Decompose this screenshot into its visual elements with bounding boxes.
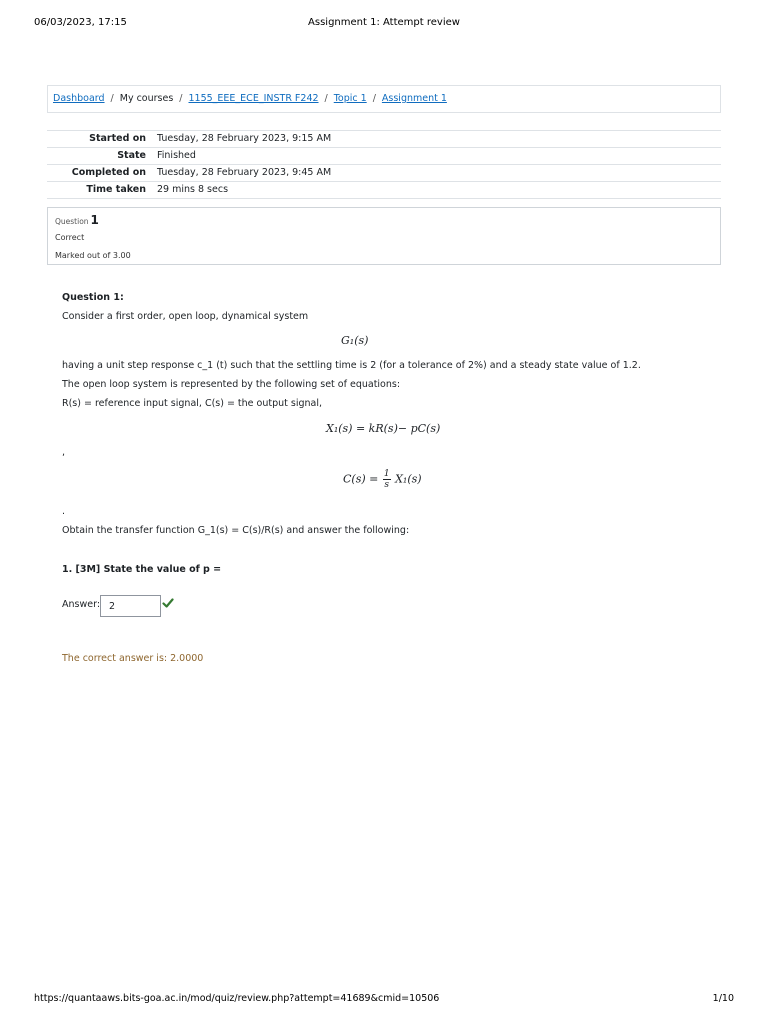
summary-value: Finished [157,150,196,161]
print-header [34,17,734,31]
print-footer [34,993,734,1007]
breadcrumb-topic[interactable]: Topic 1 [333,93,367,104]
equation-separator-comma: , [62,447,66,458]
summary-label: Completed on [71,167,146,178]
equation-c-fraction [383,469,391,490]
summary-value: 29 mins 8 secs [157,184,229,195]
breadcrumb-course[interactable]: 1155_EEE_ECE_INSTR F242 [188,93,319,104]
summary-row-completed [47,164,721,181]
question-number-value: 1 [90,213,99,227]
attempt-summary-table [47,130,721,199]
equation-x1: X₁(s) = kR(s)− pC(s) [326,422,441,435]
summary-label: Started on [89,133,146,144]
equation-c-rhs: X₁(s) [395,472,422,486]
summary-row-time-taken [47,181,721,199]
summary-label: State [117,150,146,161]
print-datetime: 06/03/2023, 17:15 [34,17,127,28]
correct-answer-feedback: The correct answer is: 2.0000 [62,653,204,664]
fraction-numerator: 1 [383,469,390,479]
print-title: Assignment 1: Attempt review [308,17,460,28]
equation-g1: G₁(s) [341,334,369,347]
question-heading: Question 1: [62,292,124,303]
question-represented: The open loop system is represented by the following set of equations: [62,379,401,390]
summary-row-state [47,147,721,164]
breadcrumb-separator: / [110,93,114,104]
equation-c [343,469,422,490]
breadcrumb [47,85,721,113]
print-url: https://quantaaws.bits-goa.ac.in/mod/quiz/review.php?attempt=41689&cmid=10506 [34,993,440,1004]
summary-value: Tuesday, 28 February 2023, 9:45 AM [157,167,332,178]
breadcrumb-my-courses: My courses [119,93,174,104]
breadcrumb-separator: / [179,93,183,104]
question-obtain: Obtain the transfer function G_1(s) = C(s)/R(s) and answer the following: [62,525,410,536]
question-signals: R(s) = reference input signal, C(s) = the output signal, [62,398,323,409]
question-status: Correct [55,233,85,242]
breadcrumb-separator: / [372,93,376,104]
summary-row-started [47,130,721,147]
breadcrumb-dashboard[interactable]: Dashboard [53,93,105,104]
print-page-number: 1/10 [712,993,734,1004]
answer-label: Answer: [62,599,101,610]
question-marks: Marked out of 3.00 [55,251,131,260]
question-number-label: Question [55,217,89,226]
sub-question: 1. [3M] State the value of p = [62,564,222,575]
question-intro: Consider a first order, open loop, dynamical system [62,311,309,322]
breadcrumb-assignment[interactable]: Assignment 1 [381,93,447,104]
summary-label: Time taken [86,184,146,195]
fraction-denominator: s [384,480,390,490]
question-number [55,213,713,227]
check-icon [162,597,174,609]
equation-c-lhs: C(s) = [343,472,379,486]
summary-value: Tuesday, 28 February 2023, 9:15 AM [157,133,332,144]
answer-input[interactable]: 2 [100,595,161,617]
question-info-box [47,207,721,265]
question-step-response: having a unit step response c_1 (t) such that the settling time is 2 (for a tolerance of 2%) and a steady state value of 1.2. [62,360,641,371]
equation-end-dot: . [62,506,66,517]
breadcrumb-separator: / [324,93,328,104]
